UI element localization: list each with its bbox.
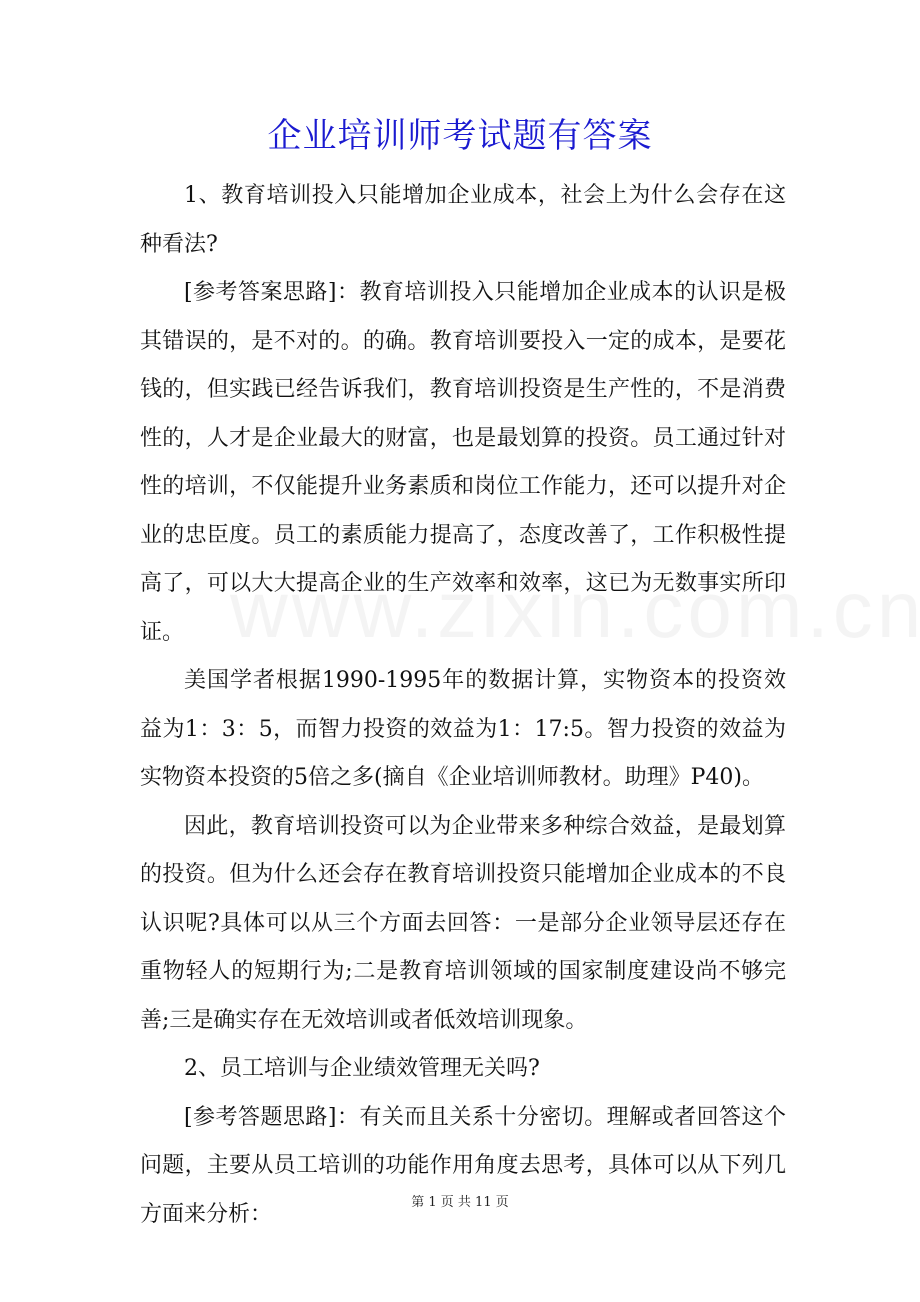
paragraph-question-2: 2、员工培训与企业绩效管理无关吗? <box>184 1056 540 1081</box>
paragraph-statistics: 美国学者根据1990-1995年的数据计算，实物资本的投资效益为1：3：5，而智力投资的效益为1：17:5。智力投资的效益为实物资本投资的5倍之多(摘自《企业培训师教材。助理》P40)。 <box>140 668 786 790</box>
paragraph-answer-2: [参考答题思路]：有关而且关系十分密切。理解或者回答这个问题，主要从员工培训的功能作用角度去思考，具体可以从下列几方面来分析： <box>140 1104 786 1227</box>
paragraph-answer-1: [参考答案思路]：教育培训投入只能增加企业成本的认识是极其错误的，是不对的。的确。教育培训要投入一定的成本，是要花钱的，但实践已经告诉我们，教育培训投资是生产性的，不是消费性的，人才是企业最大的财富，也是最划算的投资。员工通过针对性的培训，不仅能提升业务素质和岗位工作能力，还可以提升对企业的忠臣度。员工的素质能力提高了，态度改善了，工作积极性提高了，可以大大提高企业的生产效率和效率，这已为无数事实所印证。 <box>140 280 786 645</box>
paragraph-question-1: 1、教育培训投入只能增加企业成本，社会上为什么会存在这种看法? <box>140 183 786 257</box>
document-title: 企业培训师考试题有答案 <box>267 116 653 156</box>
page-footer: 第 1 页 共 11 页 <box>411 1195 509 1210</box>
document-body <box>140 172 786 1239</box>
paragraph-conclusion: 因此，教育培训投资可以为企业带来多种综合效益，是最划算的投资。但为什么还会存在教育培训投资只能增加企业成本的不良认识呢?具体可以从三个方面去回答：一是部分企业领导层还存在重物轻人的短期行为;二是教育培训领域的国家制度建设尚不够完善;三是确实存在无效培训或者低效培训现象。 <box>140 813 786 1033</box>
